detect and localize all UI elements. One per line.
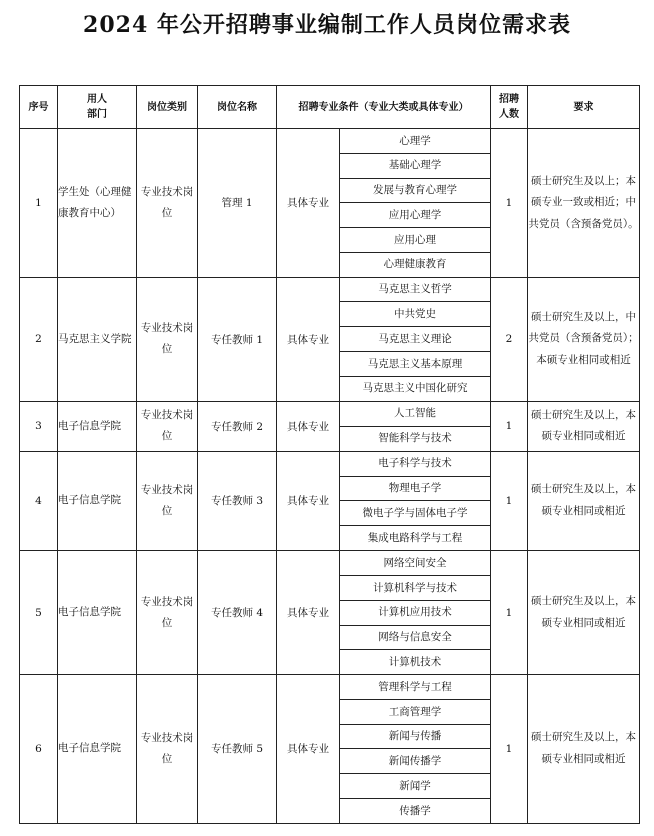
major-item: 人工智能 xyxy=(394,407,436,420)
table-header-row xyxy=(20,86,640,129)
major-item: 新闻与传播 xyxy=(340,724,490,749)
row-type: 专业技术岗位 xyxy=(137,401,198,451)
table-row xyxy=(20,277,640,401)
header-seq: 序号 xyxy=(20,86,58,129)
row-position-name: 专任教师 4 xyxy=(198,551,277,675)
row-count: 2 xyxy=(491,277,528,401)
row-dept: 马克思主义学院 xyxy=(58,277,137,401)
row-count: 1 xyxy=(491,129,528,278)
major-item: 管理科学与工程 xyxy=(378,680,452,693)
major-item: 电子科学与技术 xyxy=(378,457,452,470)
header-count-line2: 人数 xyxy=(499,109,519,120)
major-item: 网络空间安全 xyxy=(383,556,447,569)
row-type: 专业技术岗位 xyxy=(137,551,198,675)
row-requirement: 硕士研究生及以上，本硕专业相同或相近 xyxy=(528,675,640,824)
row-condition-type: 具体专业 xyxy=(277,675,340,824)
table-row xyxy=(20,675,640,824)
row-type: 专业技术岗位 xyxy=(137,277,198,401)
row-condition-type: 具体专业 xyxy=(277,277,340,401)
major-item: 马克思主义中国化研究 xyxy=(340,376,490,401)
row-requirement: 硕士研究生及以上，本硕专业相同或相近 xyxy=(528,401,640,451)
major-item: 马克思主义理论 xyxy=(340,326,490,351)
row-position-name: 专任教师 1 xyxy=(198,277,277,401)
row-majors xyxy=(340,277,491,401)
table-row xyxy=(20,129,640,278)
header-type: 岗位类别 xyxy=(137,86,198,129)
row-majors xyxy=(340,675,491,824)
table-row xyxy=(20,551,640,675)
major-item: 应用心理 xyxy=(340,227,490,252)
table-row xyxy=(20,451,640,550)
row-position-name: 专任教师 5 xyxy=(198,675,277,824)
header-cond: 招聘专业条件（专业大类或具体专业） xyxy=(277,86,491,129)
row-dept: 学生处（心理健康教育中心） xyxy=(58,129,137,278)
row-seq: 6 xyxy=(20,675,58,824)
major-item: 计算机技术 xyxy=(340,649,490,674)
major-item: 新闻学 xyxy=(340,773,490,798)
table-row xyxy=(20,401,640,451)
row-requirement: 硕士研究生及以上，本硕专业相同或相近 xyxy=(528,551,640,675)
major-item: 工商管理学 xyxy=(340,699,490,724)
row-majors xyxy=(340,129,491,278)
row-count: 1 xyxy=(491,551,528,675)
row-condition-type: 具体专业 xyxy=(277,451,340,550)
major-list xyxy=(340,278,490,401)
row-condition-type: 具体专业 xyxy=(277,401,340,451)
major-item: 马克思主义基本原理 xyxy=(340,351,490,376)
major-item: 计算机科学与技术 xyxy=(340,575,490,600)
row-position-name: 管理 1 xyxy=(198,129,277,278)
major-list xyxy=(340,675,490,823)
header-dept-line1: 用人 xyxy=(87,94,107,105)
row-dept: 电子信息学院 xyxy=(58,401,137,451)
header-req: 要求 xyxy=(528,86,640,129)
major-item: 微电子学与固体电子学 xyxy=(340,500,490,525)
major-list xyxy=(340,402,490,451)
job-requirements-table xyxy=(19,85,640,824)
row-seq: 1 xyxy=(20,129,58,278)
row-seq: 2 xyxy=(20,277,58,401)
major-item: 网络与信息安全 xyxy=(340,625,490,650)
header-name: 岗位名称 xyxy=(198,86,277,129)
row-requirement: 硕士研究生及以上，本硕专业相同或相近 xyxy=(528,451,640,550)
major-item: 心理健康教育 xyxy=(340,252,490,277)
row-count: 1 xyxy=(491,401,528,451)
major-list xyxy=(340,551,490,674)
major-item: 传播学 xyxy=(340,798,490,823)
table-body xyxy=(20,129,640,824)
major-item: 集成电路科学与工程 xyxy=(340,525,490,550)
major-item: 应用心理学 xyxy=(340,202,490,227)
major-item: 中共党史 xyxy=(340,301,490,326)
row-dept: 电子信息学院 xyxy=(58,675,137,824)
row-count: 1 xyxy=(491,675,528,824)
major-item: 马克思主义哲学 xyxy=(378,283,452,296)
major-item: 物理电子学 xyxy=(340,476,490,501)
row-requirement: 硕士研究生及以上；本硕专业一致或相近；中共党员（含预备党员）。 xyxy=(528,129,640,278)
header-count-line1: 招聘 xyxy=(499,94,519,105)
row-position-name: 专任教师 3 xyxy=(198,451,277,550)
major-list xyxy=(340,129,490,277)
row-condition-type: 具体专业 xyxy=(277,551,340,675)
row-dept: 电子信息学院 xyxy=(58,451,137,550)
major-item: 新闻传播学 xyxy=(340,748,490,773)
row-position-name: 专任教师 2 xyxy=(198,401,277,451)
header-count xyxy=(491,86,528,129)
major-item: 智能科学与技术 xyxy=(340,426,490,451)
row-seq: 3 xyxy=(20,401,58,451)
major-item: 计算机应用技术 xyxy=(340,600,490,625)
header-dept-line2: 部门 xyxy=(87,109,107,120)
row-dept: 电子信息学院 xyxy=(58,551,137,675)
header-dept xyxy=(58,86,137,129)
row-majors xyxy=(340,551,491,675)
row-condition-type: 具体专业 xyxy=(277,129,340,278)
page-title: 2024 年公开招聘事业编制工作人员岗位需求表 xyxy=(83,12,571,38)
row-count: 1 xyxy=(491,451,528,550)
row-majors xyxy=(340,401,491,451)
major-list xyxy=(340,452,490,550)
row-type: 专业技术岗位 xyxy=(137,675,198,824)
major-item: 发展与教育心理学 xyxy=(340,178,490,203)
row-type: 专业技术岗位 xyxy=(137,129,198,278)
row-majors xyxy=(340,451,491,550)
major-item: 心理学 xyxy=(399,134,431,147)
major-item: 基础心理学 xyxy=(340,153,490,178)
row-requirement: 硕士研究生及以上，中共党员（含预备党员）；本硕专业相同或相近 xyxy=(528,277,640,401)
row-type: 专业技术岗位 xyxy=(137,451,198,550)
row-seq: 5 xyxy=(20,551,58,675)
row-seq: 4 xyxy=(20,451,58,550)
